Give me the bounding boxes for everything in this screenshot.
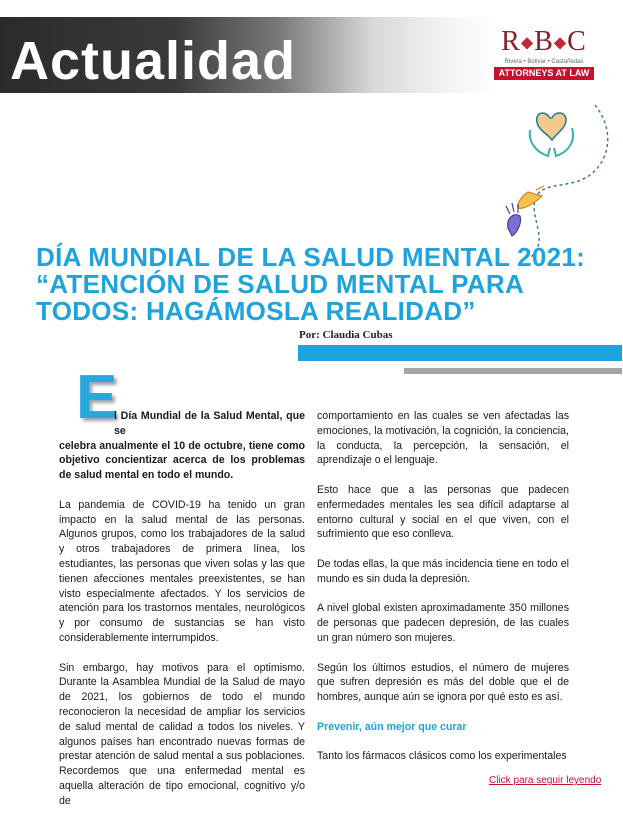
mental-health-illustration [500,100,615,260]
accent-bar-blue [298,345,622,361]
logo-tagline: ATTORNEYS AT LAW [494,67,594,80]
body-paragraph: Tanto los fármacos clásicos como los experimentales [317,750,567,763]
logo-letter-r: R [501,26,521,57]
body-paragraph: Según los últimos estudios, el número de mujeres que sufren depresión es más del doble que el de hombres, aunque aún se ignora por qué esto es así. [317,661,569,704]
body-paragraph: Esto hace que a las personas que padecen enfermedades mentales les sea difícil adaptarse al entorno cultural y social en el que viven, con el sufrimiento que eso conlleva. [317,483,569,541]
body-paragraph: La pandemia de COVID-19 ha tenido un gran impacto en la salud mental de las personas. Algunos grupos, como los trabajadores de la salud y otros trabajadores de primera línea, los estudiantes, las personas que viven solas y las que tienen afecciones mentales preexistentes, se han visto especialmente afectados. Y los servicios de atención para los trastornos mentales, neurológicos y por consumo de sustancias se han visto considerablemente interrumpidos. [59,498,305,644]
drop-cap: E [76,363,118,432]
article-title-line: “ATENCIÓN DE SALUD MENTAL PARA [36,269,525,299]
intro-first-line: l Día Mundial de la Salud Mental, que se [114,410,305,437]
section-subheading: Prevenir, aún mejor que curar [317,720,467,733]
body-paragraph: Sin embargo, hay motivos para el optimismo. Durante la Asamblea Mundial de la Salud de mayo de 2021, los gobiernos de todo el mundo reconocieron la necesidad de ampliar los servicios de salud mental de calidad a todos los niveles. Y algunos países han encontrado nuevas formas de prestar atención de salud mental a sus poblaciones. Recordemos que una enfermedad mental es aquella alteración de tipo emocional, cognitivo y/o de [59,661,305,807]
body-paragraph: De todas ellas, la que más incidencia tiene en todo el mundo es sin duda la depresión. [317,557,569,585]
article-column-right [317,409,569,779]
heart-hands-icon [530,113,573,156]
article-column-left [59,409,305,823]
logo-letter-c: C [567,26,587,57]
section-title: Actualidad [10,31,297,91]
article-title-line: TODOS: HAGÁMOSLA REALIDAD” [36,296,476,326]
logo-letter-b: B [534,26,554,57]
logo-letters: R◆B◆C [501,26,587,57]
body-paragraph: comportamiento en las cuales se ven afectadas las emociones, la motivación, la cognición, la conciencia, la conducta, la percepción, la sensación, el aprendizaje o el lenguaje. [317,410,569,467]
helping-hand-icon [518,186,544,208]
byline: Por: Claudia Cubas [299,329,393,341]
intro-paragraph [59,409,305,483]
article-title-line: DÍA MUNDIAL DE LA SALUD MENTAL 2021: [36,242,586,272]
accent-bar-grey [404,368,622,374]
reaching-hand-icon [506,203,521,236]
read-more-link[interactable]: Click para seguir leyendo [489,775,602,786]
intro-rest: celebra anualmente el 10 de octubre, tiene como objetivo concientizar acerca de los problemas de salud mental en todo el mundo. [59,439,305,482]
body-paragraph: A nivel global existen aproximadamente 350 millones de personas que padecen depresión, de las cuales un gran número son mujeres. [317,602,569,644]
logo-partner-names: Rivera • Bolívar • Castañedas [504,59,584,65]
rbc-logo [494,27,594,82]
article-title [36,244,596,325]
